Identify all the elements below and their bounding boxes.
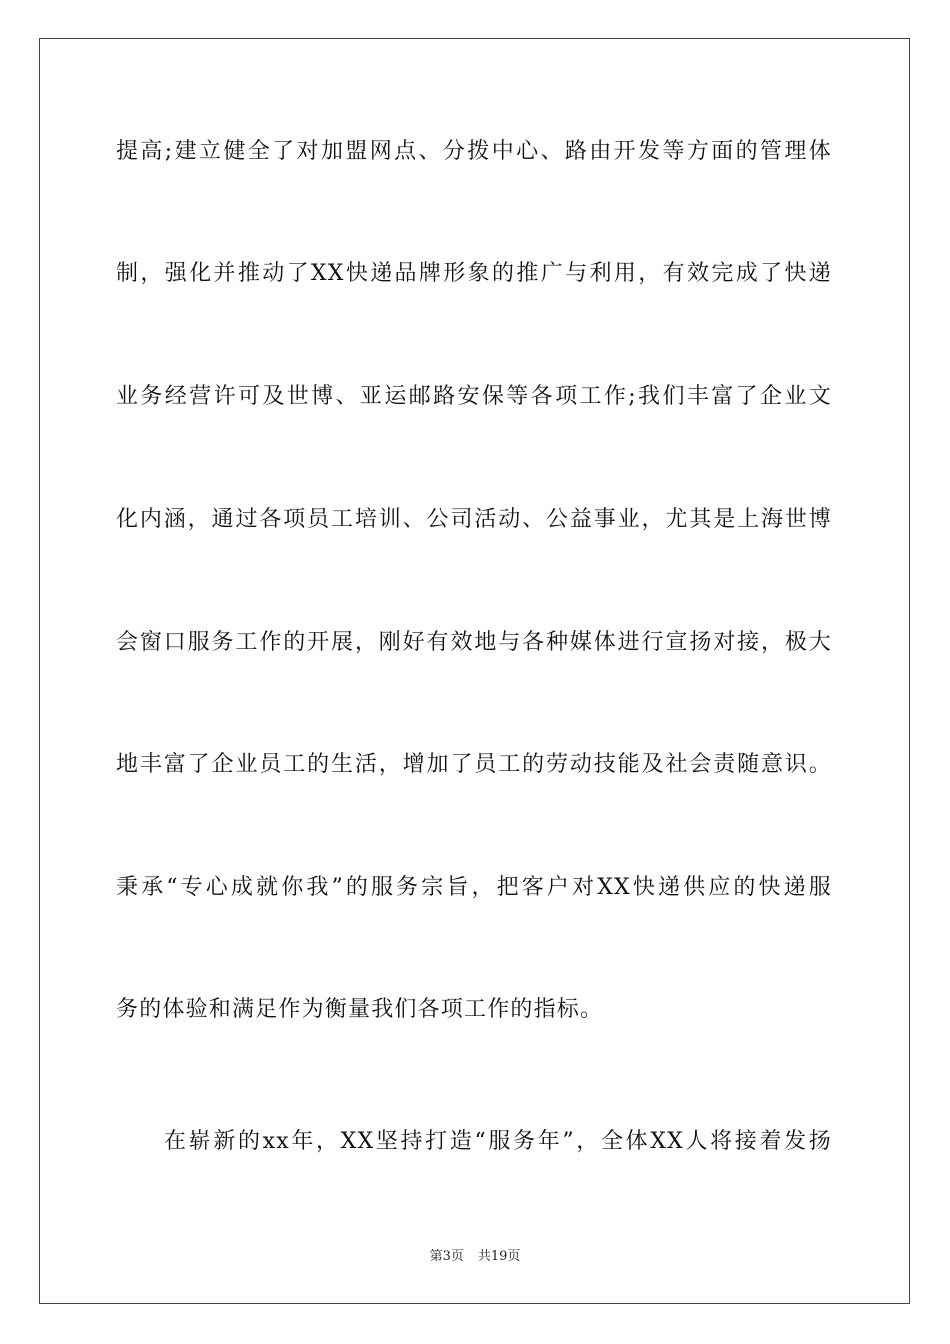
body-text-line-7: 秉承“专心成就你我”的服务宗旨，把客户对XX快递供应的快递服 [116,875,832,900]
body-text-line-4: 化内涵，通过各项员工培训、公司活动、公益事业，尤其是上海世博 [116,507,832,532]
body-text-line-2: 制，强化并推动了XX快递品牌形象的推广与利用，有效完成了快递 [116,261,832,286]
page-footer [0,1248,950,1266]
body-text-line-8: 务的体验和满足作为衡量我们各项工作的指标。 [116,997,604,1022]
page-number-current: 第3页 [429,1249,464,1264]
page-number-total: 共19页 [477,1249,521,1264]
body-text-line-1: 提高;建立健全了对加盟网点、分拨中心、路由开发等方面的管理体 [116,139,832,164]
body-text-line-6: 地丰富了企业员工的生活，增加了员工的劳动技能及社会责随意识。 [116,752,832,777]
body-text-line-3: 业务经营许可及世博、亚运邮路安保等各项工作;我们丰富了企业文 [116,384,832,409]
page-border [39,38,910,1304]
body-text-line-5: 会窗口服务工作的开展，刚好有效地与各种媒体进行宣扬对接，极大 [116,630,832,655]
body-text-line-9: 在崭新的xx年，XX坚持打造“服务年”，全体XX人将接着发扬 [164,1129,832,1154]
